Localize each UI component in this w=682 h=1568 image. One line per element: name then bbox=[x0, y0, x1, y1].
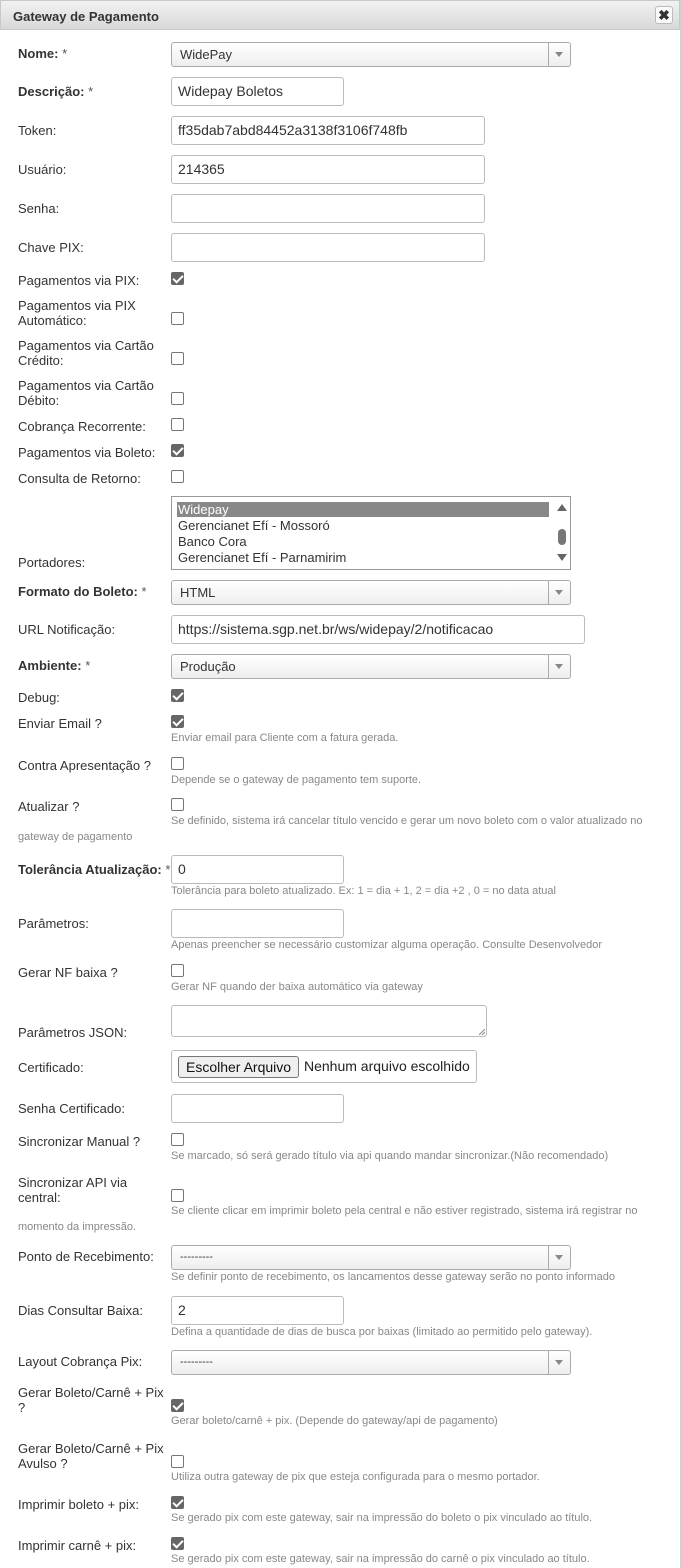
cartao-credito-checkbox[interactable] bbox=[171, 352, 184, 365]
contra-apresentacao-help: Depende se o gateway de pagamento tem suporte. bbox=[171, 774, 422, 786]
layout-pix-label: Layout Cobrança Pix: bbox=[18, 1354, 143, 1369]
retorno-label: Consulta de Retorno: bbox=[18, 471, 141, 486]
formato-boleto-label: Formato do Boleto: * bbox=[18, 584, 147, 599]
contra-apresentacao-checkbox[interactable] bbox=[171, 757, 184, 770]
tolerancia-help: Tolerância para boleto atualizado. Ex: 1 = dia + 1, 2 = dia +2 , 0 = no data atual bbox=[171, 885, 556, 897]
tolerancia-label: Tolerância Atualização: * bbox=[18, 862, 171, 877]
resize-grip-icon[interactable] bbox=[479, 1029, 485, 1035]
portador-option[interactable]: Gerencianet Efí - Mossoró bbox=[178, 518, 330, 533]
parametros-label: Parâmetros: bbox=[18, 916, 89, 931]
parametros-json-textarea[interactable] bbox=[171, 1005, 487, 1037]
cartao-credito-label: Pagamentos via Cartão Crédito: bbox=[18, 338, 154, 368]
contra-apresentacao-label: Contra Apresentação ? bbox=[18, 758, 151, 773]
retorno-checkbox[interactable] bbox=[171, 470, 184, 483]
parametros-help: Apenas preencher se necessário customizar alguma operação. Consulte Desenvolvedor bbox=[171, 939, 603, 951]
cartao-debito-label: Pagamentos via Cartão Débito: bbox=[18, 378, 154, 408]
enviar-email-label: Enviar Email ? bbox=[18, 716, 102, 731]
sincronizar-manual-checkbox[interactable] bbox=[171, 1133, 184, 1146]
tolerancia-input[interactable]: 0 bbox=[171, 855, 344, 884]
sincronizar-manual-label: Sincronizar Manual ? bbox=[18, 1134, 141, 1149]
cartao-debito-checkbox[interactable] bbox=[171, 392, 184, 405]
sincronizar-api-checkbox[interactable] bbox=[171, 1189, 184, 1202]
formato-boleto-select[interactable]: HTML bbox=[171, 580, 571, 605]
chave-pix-input[interactable] bbox=[171, 233, 485, 262]
boleto-checkbox[interactable] bbox=[171, 444, 184, 457]
chave-pix-label: Chave PIX: bbox=[18, 240, 84, 255]
chevron-down-icon bbox=[548, 655, 570, 678]
usuario-input[interactable]: 214365 bbox=[171, 155, 485, 184]
boleto-label: Pagamentos via Boleto: bbox=[18, 445, 156, 460]
sincronizar-api-label: Sincronizar API via central: bbox=[18, 1175, 128, 1205]
atualizar-checkbox[interactable] bbox=[171, 798, 184, 811]
chevron-down-icon bbox=[548, 1246, 570, 1269]
atualizar-label: Atualizar ? bbox=[18, 799, 80, 814]
ambiente-select[interactable]: Produção bbox=[171, 654, 571, 679]
descricao-input[interactable]: Widepay Boletos bbox=[171, 77, 344, 106]
url-notificacao-label: URL Notificação: bbox=[18, 622, 116, 637]
file-status: Nenhum arquivo escolhido bbox=[304, 1058, 470, 1074]
imprimir-boleto-pix-help: Se gerado pix com este gateway, sair na impressão do boleto o pix vinculado ao título. bbox=[171, 1512, 593, 1524]
pix-auto-label: Pagamentos via PIX Automático: bbox=[18, 298, 136, 328]
boleto-pix-avulso-help: Utiliza outra gateway de pix que esteja configurada para o mesmo portador. bbox=[171, 1471, 540, 1483]
dias-consultar-help: Defina a quantidade de dias de busca por baixas (limitado ao permitido pelo gateway). bbox=[171, 1326, 593, 1338]
enviar-email-help: Enviar email para Cliente com a fatura gerada. bbox=[171, 732, 399, 744]
chevron-down-icon bbox=[548, 581, 570, 604]
boleto-pix-label: Gerar Boleto/Carnê + Pix ? bbox=[18, 1385, 164, 1415]
dias-consultar-label: Dias Consultar Baixa: bbox=[18, 1303, 143, 1318]
senha-certificado-label: Senha Certificado: bbox=[18, 1101, 125, 1116]
dialog-titlebar bbox=[0, 0, 680, 30]
imprimir-carne-pix-checkbox[interactable] bbox=[171, 1537, 184, 1550]
dialog-title: Gateway de Pagamento bbox=[13, 9, 159, 24]
gerar-nf-help: Gerar NF quando der baixa automático via gateway bbox=[171, 981, 423, 993]
ponto-recebimento-label: Ponto de Recebimento: bbox=[18, 1249, 154, 1264]
token-input[interactable]: ff35dab7abd84452a3138f3106f748fb bbox=[171, 116, 485, 145]
chevron-down-icon bbox=[548, 43, 570, 66]
scroll-down-icon[interactable] bbox=[557, 554, 567, 561]
ponto-recebimento-help: Se definir ponto de recebimento, os lancamentos desse gateway serão no ponto informado bbox=[171, 1271, 615, 1283]
usuario-label: Usuário: bbox=[18, 162, 67, 177]
scroll-up-icon[interactable] bbox=[557, 504, 567, 511]
gerar-nf-label: Gerar NF baixa ? bbox=[18, 965, 118, 980]
debug-label: Debug: bbox=[18, 690, 60, 705]
sincronizar-manual-help: Se marcado, só será gerado título via api quando mandar sincronizar.(Não recomendado) bbox=[171, 1150, 609, 1162]
chevron-down-icon bbox=[548, 1351, 570, 1374]
dias-consultar-input[interactable]: 2 bbox=[171, 1296, 344, 1325]
gerar-nf-checkbox[interactable] bbox=[171, 964, 184, 977]
recorrente-checkbox[interactable] bbox=[171, 418, 184, 431]
recorrente-label: Cobrança Recorrente: bbox=[18, 419, 146, 434]
boleto-pix-avulso-label: Gerar Boleto/Carnê + Pix Avulso ? bbox=[18, 1441, 164, 1471]
senha-label: Senha: bbox=[18, 201, 60, 216]
nome-label: Nome: * bbox=[18, 46, 68, 61]
imprimir-boleto-pix-label: Imprimir boleto + pix: bbox=[18, 1497, 140, 1512]
boleto-pix-avulso-checkbox[interactable] bbox=[171, 1455, 184, 1468]
boleto-pix-help: Gerar boleto/carnê + pix. (Depende do gateway/api de pagamento) bbox=[171, 1415, 498, 1427]
debug-checkbox[interactable] bbox=[171, 689, 184, 702]
boleto-pix-checkbox[interactable] bbox=[171, 1399, 184, 1412]
sincronizar-api-help-cont: momento da impressão. bbox=[18, 1221, 136, 1233]
imprimir-carne-pix-help: Se gerado pix com este gateway, sair na impressão do carnê o pix vinculado ao título. bbox=[171, 1553, 590, 1565]
portador-option[interactable]: Widepay bbox=[177, 502, 549, 517]
choose-file-button[interactable]: Escolher Arquivo bbox=[178, 1056, 299, 1078]
atualizar-help-cont: gateway de pagamento bbox=[18, 831, 133, 843]
pix-checkbox[interactable] bbox=[171, 272, 184, 285]
portadores-listbox[interactable] bbox=[171, 496, 571, 570]
token-label: Token: bbox=[18, 123, 57, 138]
senha-certificado-input[interactable] bbox=[171, 1094, 344, 1123]
close-icon[interactable]: ✖ bbox=[655, 6, 673, 24]
portadores-label: Portadores: bbox=[18, 555, 86, 570]
atualizar-help: Se definido, sistema irá cancelar título vencido e gerar um novo boleto com o valor atualizado no bbox=[171, 815, 643, 827]
certificado-label: Certificado: bbox=[18, 1060, 84, 1075]
ponto-recebimento-select[interactable]: --------- bbox=[171, 1245, 571, 1270]
portador-option[interactable]: Banco Cora bbox=[178, 534, 247, 549]
descricao-label: Descrição: * bbox=[18, 84, 94, 99]
imprimir-carne-pix-label: Imprimir carnê + pix: bbox=[18, 1538, 137, 1553]
listbox-scrollbar[interactable] bbox=[554, 497, 570, 569]
sincronizar-api-help: Se cliente clicar em imprimir boleto pela central e não estiver registrado, sistema irá registrar no bbox=[171, 1205, 638, 1217]
pix-label: Pagamentos via PIX: bbox=[18, 273, 140, 288]
url-notificacao-input[interactable]: https://sistema.sgp.net.br/ws/widepay/2/notificacao bbox=[171, 615, 585, 644]
pix-auto-checkbox[interactable] bbox=[171, 312, 184, 325]
parametros-json-label: Parâmetros JSON: bbox=[18, 1025, 128, 1040]
senha-input[interactable] bbox=[171, 194, 485, 223]
certificado-file-input[interactable] bbox=[171, 1050, 477, 1083]
ambiente-label: Ambiente: * bbox=[18, 658, 91, 673]
imprimir-boleto-pix-checkbox[interactable] bbox=[171, 1496, 184, 1509]
portador-option[interactable]: Gerencianet Efí - Parnamirim bbox=[178, 550, 347, 565]
enviar-email-checkbox[interactable] bbox=[171, 715, 184, 728]
nome-select[interactable]: WidePay bbox=[171, 42, 571, 67]
parametros-input[interactable] bbox=[171, 909, 344, 938]
scroll-thumb[interactable] bbox=[558, 529, 566, 545]
layout-pix-select[interactable]: --------- bbox=[171, 1350, 571, 1375]
